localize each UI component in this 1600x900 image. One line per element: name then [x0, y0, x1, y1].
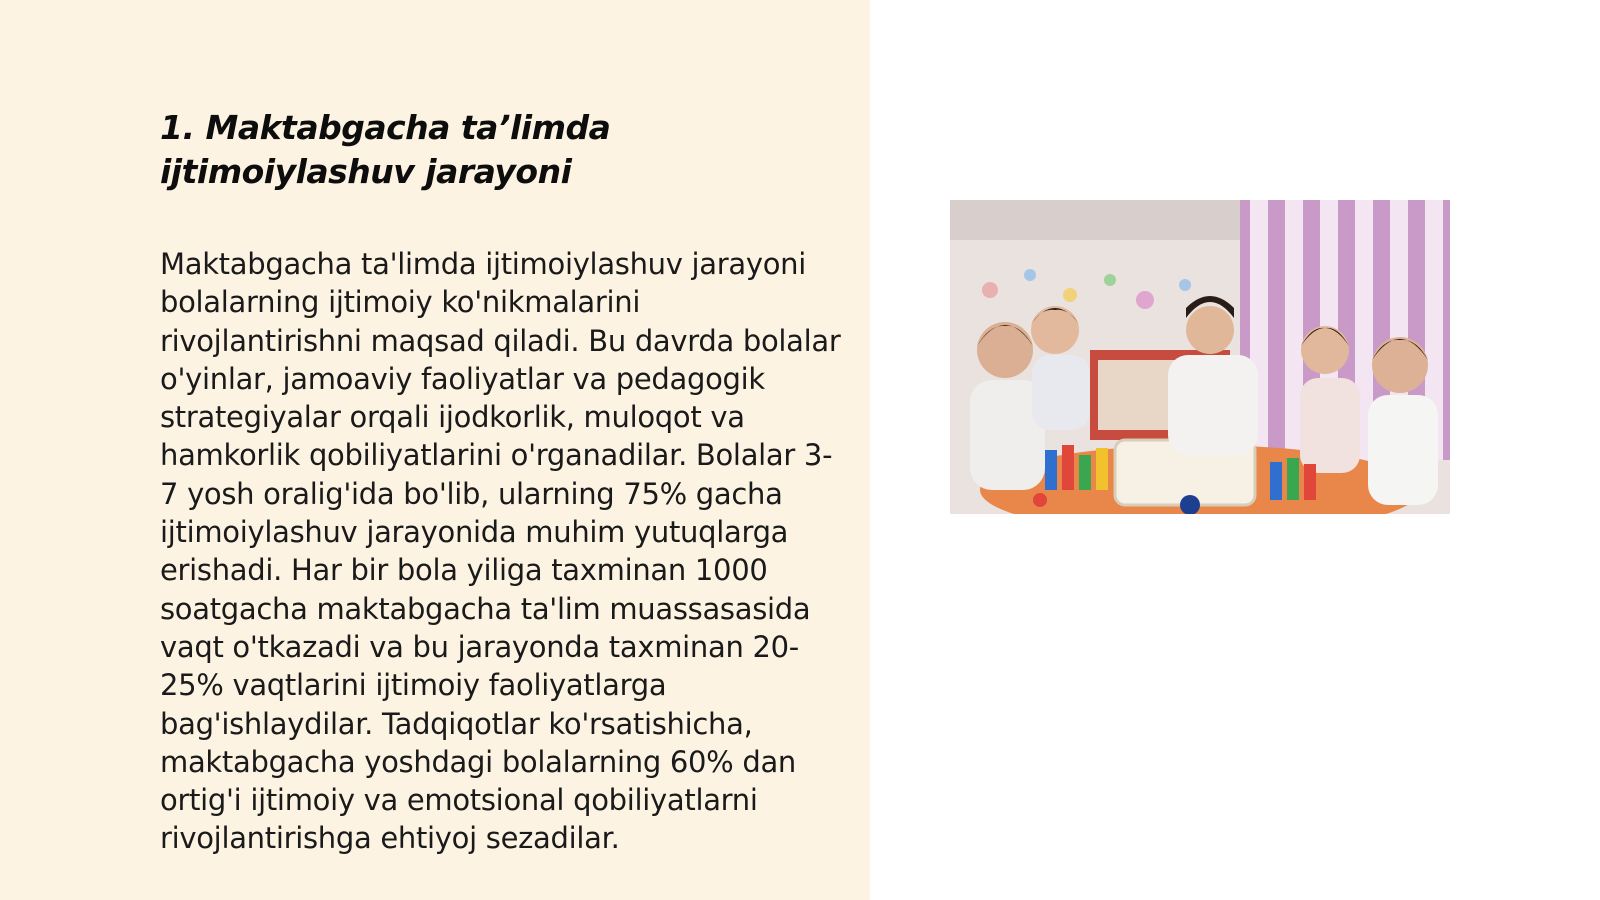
classroom-photo: [950, 200, 1450, 514]
slide-body-text: Maktabgacha ta'limda ijtimoiylashuv jarayoni bolalarning ijtimoiy ko'nikmalarini rivojlantirishni maqsad qiladi. Bu davrda bolalar o'yinlar, jamoaviy faoliyatlar va pedagogik strategiyalar orqali ijodkorlik, muloqot va hamkorlik qobiliyatlarini o'rganadilar. Bolalar 3-7 yosh oralig'ida bo'lib, ularning 75% gacha ijtimoiylashuv jarayonida muhim yutuqlarga erishadi. Har bir bola yiliga taxminan 1000 soatgacha maktabgacha ta'lim muassasasida vaqt o'tkazadi va bu jarayonda taxminan 20-25% vaqtlarini ijtimoiy faoliyatlarga bag'ishlaydilar. Tadqiqotlar ko'rsatishicha, maktabgacha yoshdagi bolalarning 60% dan ortig'i ijtimoiy va emotsional qobiliyatlarni rivojlantirishga ehtiyoj sezadilar.: [160, 247, 841, 856]
slide-title: 1. Maktabgacha ta’limda ijtimoiylashuv jarayoni: [160, 108, 611, 191]
